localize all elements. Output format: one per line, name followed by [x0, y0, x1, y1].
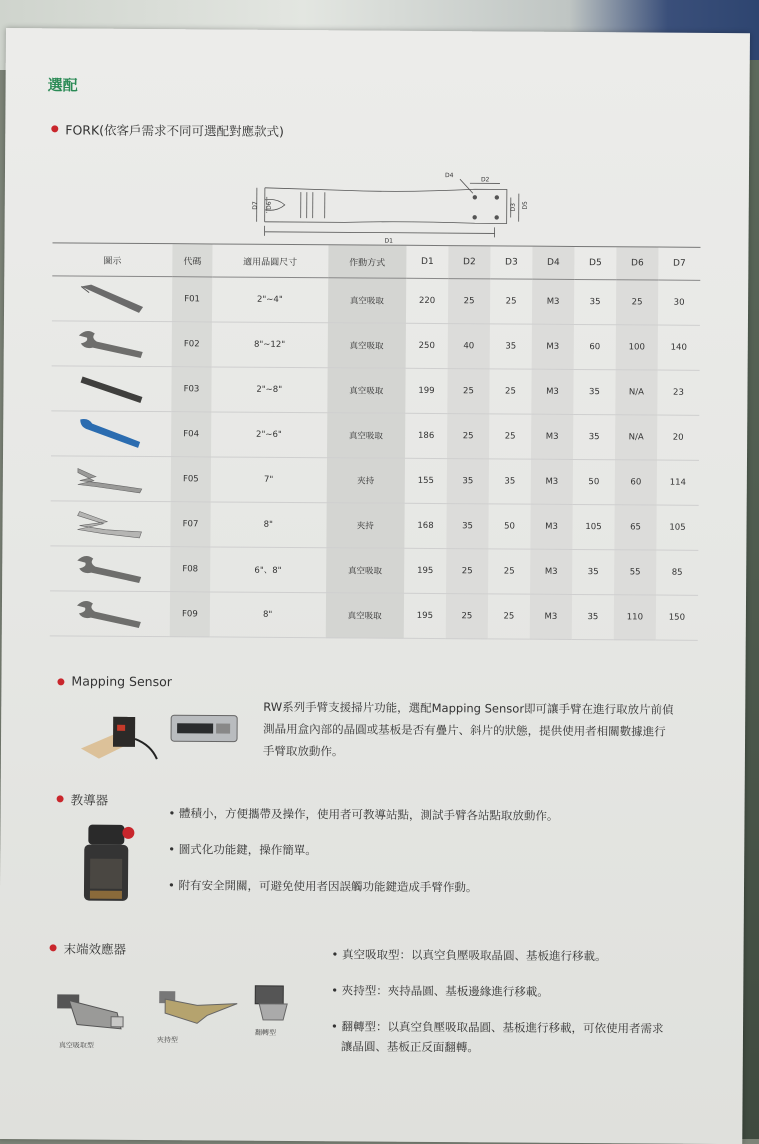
diagram-label-d6: D6 [266, 201, 273, 210]
cell-d3: 25 [489, 414, 531, 459]
table-row [50, 591, 698, 641]
cell-d3: 25 [490, 279, 532, 324]
teach-bullet-item: • 附有安全開關，可避免使用者因誤觸功能鍵造成手臂作動。 [168, 877, 638, 896]
cell-d2: 25 [447, 414, 489, 459]
cell-d4: M3 [530, 594, 572, 639]
header-d3: D3 [490, 246, 532, 279]
cell-d5: 50 [573, 459, 615, 504]
cell-d1: 199 [405, 368, 447, 413]
cell-d7: 30 [658, 280, 700, 325]
cell-size: 8" [210, 502, 326, 548]
cell-d6: 55 [614, 550, 656, 595]
page-heading: 選配 [48, 74, 78, 95]
cell-size: 2"~8" [211, 367, 327, 413]
cell-d4: M3 [531, 414, 573, 459]
cell-d3: 50 [488, 504, 530, 549]
effector-section-title: 末端效應器 [64, 939, 127, 957]
y-fork-icon [50, 591, 170, 637]
cell-code: F04 [171, 412, 211, 457]
cell-code: F01 [172, 277, 212, 322]
header-icon: 圖示 [52, 243, 172, 277]
mapping-text-line: 測晶用盒內部的晶圓或基板是否有疊片、斜片的狀態，提供使用者相關數據進行 [263, 718, 713, 743]
cell-size: 2"~4" [212, 277, 328, 323]
y-fork-icon [52, 321, 172, 367]
teach-pendant-image [80, 819, 141, 913]
cell-mode: 夾持 [326, 503, 405, 549]
cell-d6: N/A [615, 370, 657, 415]
table-row [50, 501, 698, 551]
cell-d5: 105 [572, 504, 614, 549]
cell-d6: 100 [616, 325, 658, 370]
cell-d7: 85 [656, 550, 698, 595]
caption-gripper: 夾持型 [157, 1035, 178, 1045]
cell-d2: 35 [446, 504, 488, 549]
y-fork-icon [50, 546, 170, 592]
cell-d4: M3 [530, 549, 572, 594]
mapping-section-title: Mapping Sensor [71, 673, 172, 689]
cell-size: 7" [211, 457, 327, 503]
cell-d7: 140 [658, 325, 700, 370]
mapping-description [263, 696, 713, 765]
header-mode: 作動方式 [328, 245, 407, 279]
bullet-icon [50, 944, 57, 951]
mapping-text-line: 手臂取放動作。 [263, 740, 713, 765]
effector-bullet-list [331, 946, 712, 1077]
table-header-row [52, 243, 700, 281]
cell-code: F09 [170, 592, 210, 637]
table-row [52, 321, 700, 371]
cell-d5: 35 [572, 594, 614, 639]
header-d6: D6 [616, 247, 658, 280]
cell-d7: 150 [656, 595, 698, 640]
cell-d1: 195 [404, 548, 446, 593]
cell-d4: M3 [531, 369, 573, 414]
cell-d7: 114 [657, 460, 699, 505]
teach-section-title: 教導器 [71, 790, 109, 808]
cell-code: F02 [172, 322, 212, 367]
teach-bullet-list [168, 805, 639, 916]
cell-d6: N/A [615, 415, 657, 460]
teach-bullet-item: • 體積小，方便攜帶及操作，使用者可教導站點，測試手臂各站點取放動作。 [168, 805, 638, 824]
cell-mode: 真空吸取 [327, 323, 406, 369]
fork-dimension-diagram [244, 170, 535, 248]
cell-mode: 真空吸取 [325, 593, 404, 639]
cell-d6: 25 [616, 280, 658, 325]
cell-d2: 40 [448, 324, 490, 369]
cell-d4: M3 [531, 459, 573, 504]
table-row [50, 546, 698, 596]
cell-d4: M3 [530, 504, 572, 549]
header-d5: D5 [574, 246, 616, 279]
cell-d1: 195 [404, 593, 446, 638]
cell-d5: 35 [572, 549, 614, 594]
table-row [51, 411, 699, 461]
header-code: 代碼 [172, 244, 212, 277]
cell-d4: M3 [532, 324, 574, 369]
cell-d2: 25 [448, 279, 490, 324]
fork-section-title: FORK(依客戶需求不同可選配對應款式) [65, 120, 284, 140]
effector-bullet-item: 讓晶圓、基板正反面翻轉。 [331, 1038, 711, 1057]
diagram-label-d5: D5 [522, 201, 529, 210]
blue-blade-icon [51, 411, 171, 457]
table-row [51, 456, 699, 506]
teach-bullet-item: • 圖式化功能鍵，操作簡單。 [168, 841, 638, 860]
cell-mode: 真空吸取 [326, 548, 405, 594]
cell-d1: 250 [406, 323, 448, 368]
cell-d6: 110 [614, 595, 656, 640]
cell-code: F03 [171, 367, 211, 412]
cell-d1: 186 [405, 413, 447, 458]
cell-mode: 真空吸取 [327, 413, 406, 459]
header-d1: D1 [406, 245, 448, 278]
cell-size: 8" [210, 592, 326, 638]
cell-d7: 20 [657, 415, 699, 460]
cell-d1: 168 [404, 503, 446, 548]
bullet-icon [51, 125, 58, 132]
cell-size: 6"、8" [210, 547, 326, 593]
cell-d3: 25 [489, 369, 531, 414]
effector-bullet-item: • 真空吸取型：以真空負壓吸取晶圓、基板進行移載。 [331, 946, 711, 965]
caption-flip: 翻轉型 [255, 1028, 276, 1038]
cell-d3: 35 [489, 459, 531, 504]
blade-fork-icon [51, 366, 171, 412]
fork-spec-table [50, 242, 701, 641]
mapping-sensor-image [73, 698, 244, 773]
diagram-label-d3: D3 [510, 203, 517, 212]
straight-fork-icon [52, 276, 172, 322]
u-fork-icon [50, 501, 170, 547]
header-d2: D2 [448, 246, 490, 279]
table-row [52, 276, 700, 326]
cell-size: 2"~6" [211, 412, 327, 458]
cell-d5: 35 [574, 279, 616, 324]
cell-d7: 105 [656, 505, 698, 550]
cell-code: F08 [170, 547, 210, 592]
gripper-fork-icon [51, 456, 171, 502]
cell-d5: 60 [574, 324, 616, 369]
cell-mode: 真空吸取 [327, 368, 406, 414]
cell-d2: 25 [446, 549, 488, 594]
cell-d2: 25 [447, 369, 489, 414]
cell-d3: 35 [490, 324, 532, 369]
cell-d5: 35 [573, 369, 615, 414]
bullet-icon [57, 678, 64, 685]
cell-d5: 35 [573, 414, 615, 459]
cell-d1: 220 [406, 278, 448, 323]
cell-d2: 35 [447, 459, 489, 504]
diagram-label-d7: D7 [252, 201, 259, 210]
effector-bullet-item: • 翻轉型：以真空負壓吸取晶圓、基板進行移載，可依使用者需求 [331, 1018, 711, 1037]
header-d4: D4 [532, 246, 574, 279]
header-size: 適用晶圓尺寸 [212, 244, 328, 278]
diagram-label-d2: D2 [481, 176, 490, 183]
cell-d4: M3 [532, 279, 574, 324]
cell-d6: 65 [614, 505, 656, 550]
table-row [51, 366, 699, 416]
cell-mode: 真空吸取 [328, 278, 407, 324]
document-page [0, 28, 750, 1144]
diagram-label-d1: D1 [384, 238, 393, 245]
cell-code: F05 [171, 457, 211, 502]
bullet-icon [57, 795, 64, 802]
cell-code: F07 [170, 502, 210, 547]
cell-d7: 23 [657, 370, 699, 415]
header-d7: D7 [658, 247, 700, 280]
cell-size: 8"~12" [212, 322, 328, 368]
cell-d2: 25 [446, 594, 488, 639]
effector-bullet-item: • 夾持型：夾持晶圓、基板邊緣進行移載。 [331, 982, 711, 1001]
mapping-text-line: RW系列手臂支援掃片功能，選配Mapping Sensor即可讓手臂在進行取放片前偵 [263, 696, 713, 721]
caption-vacuum: 真空吸取型 [59, 1040, 94, 1050]
cell-d1: 155 [405, 458, 447, 503]
cell-d3: 25 [488, 549, 530, 594]
cell-mode: 夾持 [326, 458, 405, 504]
cell-d3: 25 [488, 594, 530, 639]
cell-d6: 60 [615, 460, 657, 505]
diagram-label-d4: D4 [445, 172, 454, 179]
